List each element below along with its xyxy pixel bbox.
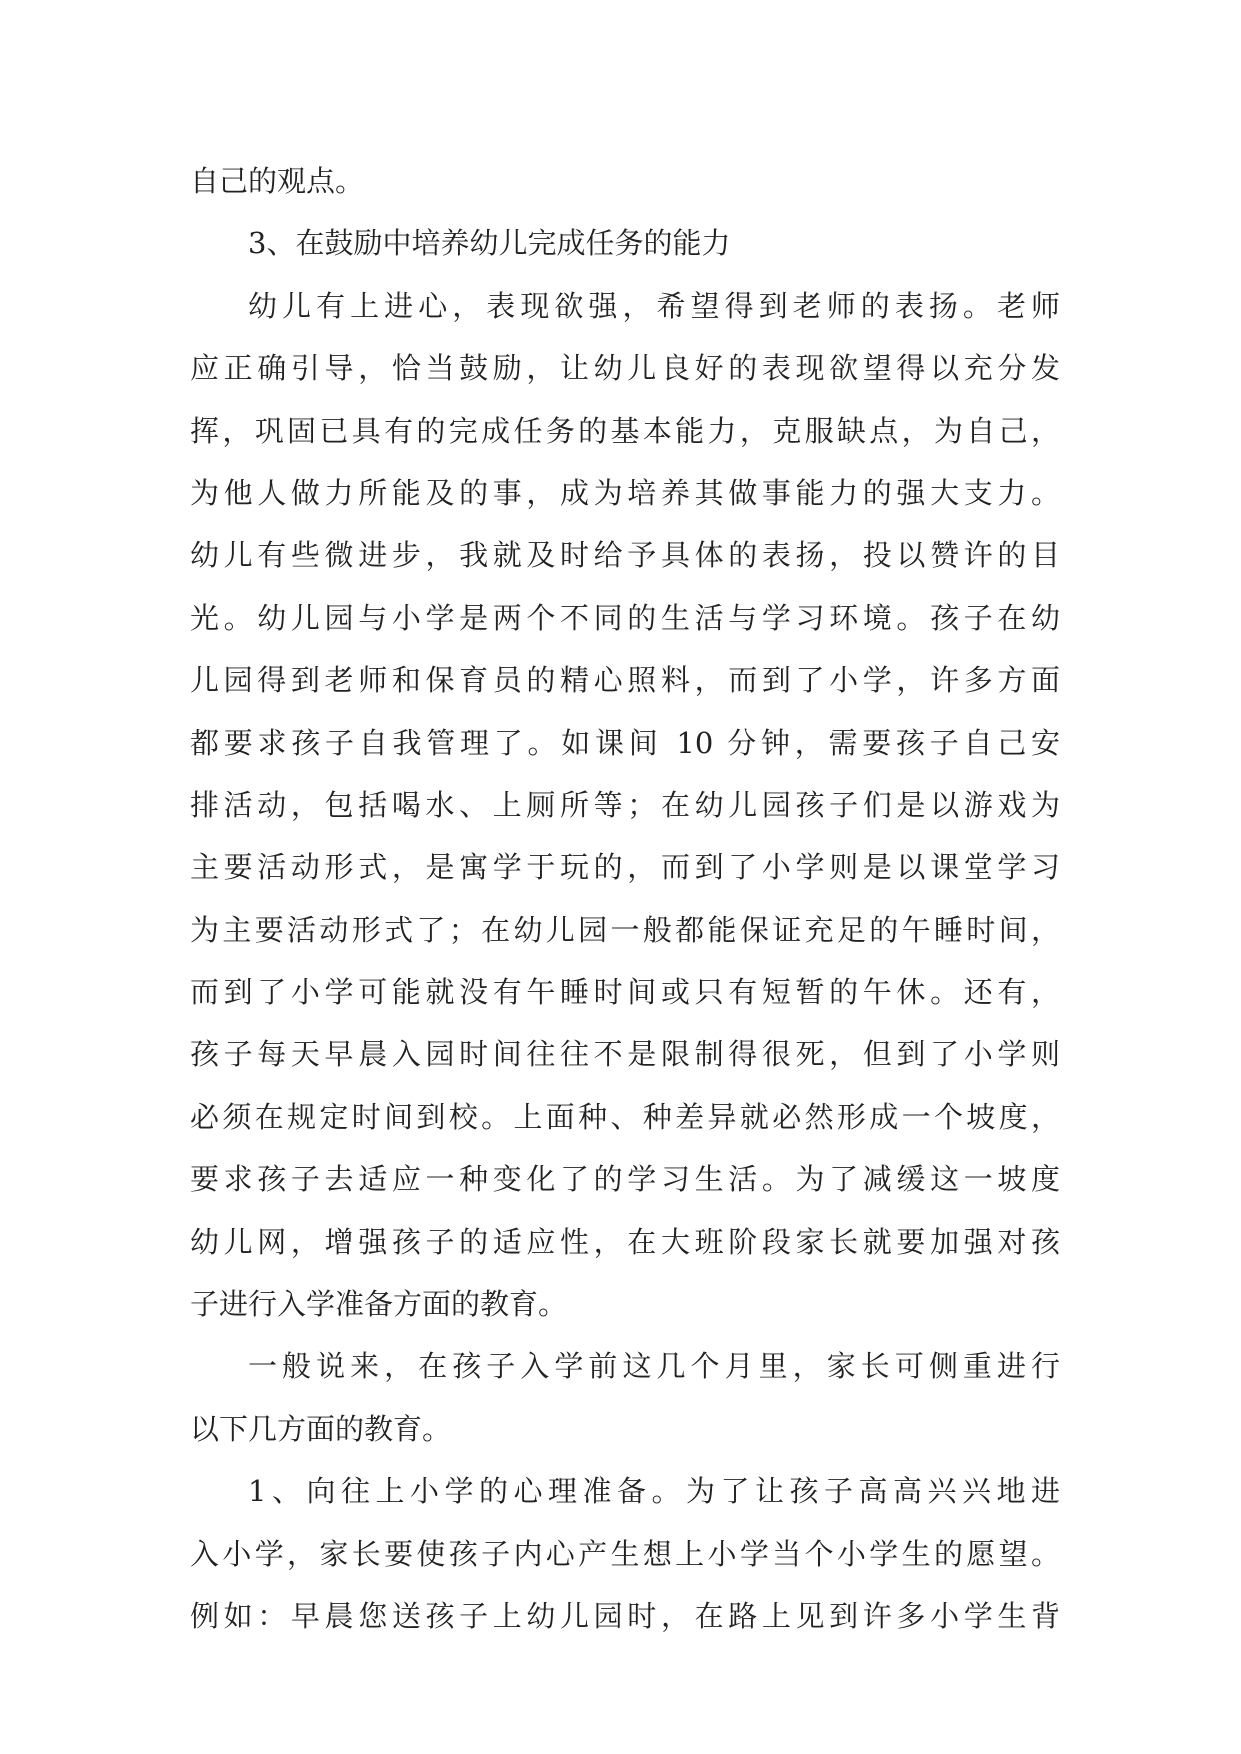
text-line: 入小学，家长要使孩子内心产生想上小学当个小学生的愿望。 [190, 1536, 1060, 1571]
text-line: 光。幼儿园与小学是两个不同的生活与学习环境。孩子在幼 [190, 600, 1060, 635]
text-line: 以下几方面的教育。 [190, 1411, 452, 1446]
text-line: 自己的观点。 [190, 164, 365, 198]
text-line: 都要求孩子自我管理了。如课间 10 分钟，需要孩子自己安 [190, 725, 1060, 760]
section-heading: 3、在鼓励中培养幼儿完成任务的能力 [248, 226, 731, 261]
text-line: 儿园得到老师和保育员的精心照料，而到了小学，许多方面 [190, 663, 1060, 698]
text-line: 主要活动形式，是寓学于玩的，而到了小学则是以课堂学习 [190, 850, 1060, 885]
text-line: 1、向往上小学的心理准备。为了让孩子高高兴兴地进 [248, 1474, 1060, 1509]
text-line: 子进行入学准备方面的教育。 [190, 1287, 568, 1322]
text-line: 一般说来，在孩子入学前这几个月里，家长可侧重进行 [248, 1349, 1060, 1384]
text-line: 幼儿网，增强孩子的适应性，在大班阶段家长就要加强对孩 [190, 1224, 1060, 1259]
text-line: 为主要活动形式了；在幼儿园一般都能保证充足的午睡时间， [190, 912, 1060, 947]
text-line: 挥，巩固已具有的完成任务的基本能力，克服缺点，为自己， [190, 413, 1060, 448]
text-line: 必须在规定时间到校。上面种、种差异就必然形成一个坡度， [190, 1099, 1060, 1134]
text-line: 而到了小学可能就没有午睡时间或只有短暂的午休。还有， [190, 975, 1060, 1010]
text-line: 要求孩子去适应一种变化了的学习生活。为了减缓这一坡度 [190, 1162, 1060, 1197]
text-line: 排活动，包括喝水、上厕所等；在幼儿园孩子们是以游戏为 [190, 787, 1060, 822]
body-text [190, 150, 1060, 1647]
text-line: 孩子每天早晨入园时间往往不是限制得很死，但到了小学则 [190, 1037, 1060, 1072]
text-line: 为他人做力所能及的事，成为培养其做事能力的强大支力。 [190, 475, 1060, 510]
text-line: 例如：早晨您送孩子上幼儿园时，在路上见到许多小学生背 [190, 1598, 1060, 1633]
text-line: 幼儿有上进心，表现欲强，希望得到老师的表扬。老师 [248, 288, 1060, 323]
text-line: 幼儿有些微进步，我就及时给予具体的表扬，投以赞许的目 [190, 538, 1060, 573]
text-line: 应正确引导，恰当鼓励，让幼儿良好的表现欲望得以充分发 [190, 351, 1060, 386]
